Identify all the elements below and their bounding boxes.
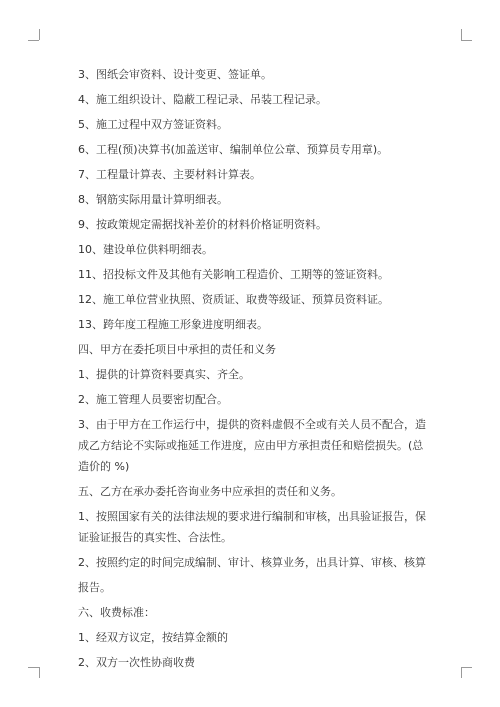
section-heading: 五、乙方在承办委托咨询业务中应承担的责任和义务。 — [78, 485, 342, 498]
paragraph: 1、经双方议定，按结算金额的 — [78, 631, 228, 644]
paragraph: 13、跨年度工程施工形象进度明细表。 — [78, 318, 268, 331]
crop-mark-top-left-h — [28, 40, 39, 41]
crop-mark-top-right-h — [461, 40, 472, 41]
paragraph: 5、施工过程中双方签证资料。 — [78, 118, 228, 131]
paragraph: 6、工程(预)决算书(加盖送审、编制单位公章、预算员专用章)。 — [78, 143, 389, 156]
paragraph: 2、施工管理人员要密切配合。 — [78, 393, 228, 406]
paragraph: 3、图纸会审资料、设计变更、签证单。 — [78, 68, 272, 81]
section-heading: 四、甲方在委托项目中承担的责任和义务 — [78, 343, 276, 356]
paragraph: 2、双方一次性协商收费 — [78, 656, 195, 669]
crop-mark-bottom-left-v — [39, 667, 40, 678]
paragraph: 1、按照国家有关的法律法规的要求进行编制和审核，出具验证报告，保证验证报告的真实性、合法性。 — [78, 510, 426, 544]
paragraph: 8、钢筋实际用量计算明细表。 — [78, 193, 228, 206]
crop-mark-top-left-v — [39, 29, 40, 40]
paragraph: 4、施工组织设计、隐蔽工程记录、吊装工程记录。 — [78, 93, 327, 106]
section-heading: 六、收费标准： — [78, 606, 155, 619]
paragraph: 12、施工单位营业执照、资质证、取费等级证、预算员资料证。 — [78, 293, 389, 306]
document-body — [78, 62, 426, 675]
paragraph: 9、按政策规定需据找补差价的材料价格证明资料。 — [78, 218, 327, 231]
paragraph: 10、建设单位供料明细表。 — [78, 243, 213, 256]
crop-mark-bottom-right-v — [461, 667, 462, 678]
crop-mark-bottom-right-h — [461, 667, 472, 668]
paragraph: 1、提供的计算资料要真实、齐全。 — [78, 368, 250, 381]
paragraph: 11、招投标文件及其他有关影响工程造价、工期等的签证资料。 — [78, 268, 389, 281]
paragraph: 7、工程量计算表、主要材料计算表。 — [78, 168, 261, 181]
crop-mark-top-right-v — [461, 29, 462, 40]
crop-mark-bottom-left-h — [28, 667, 39, 668]
paragraph: 2、按照约定的时间完成编制、审计、核算业务，出具计算、审核、核算报告。 — [78, 556, 426, 594]
paragraph: 3、由于甲方在工作运行中，提供的资料虚假不全或有关人员不配合，造成乙方结论不实际或拖延工作进度，应由甲方承担责任和赔偿损失。(总造价的 %) — [78, 418, 426, 473]
